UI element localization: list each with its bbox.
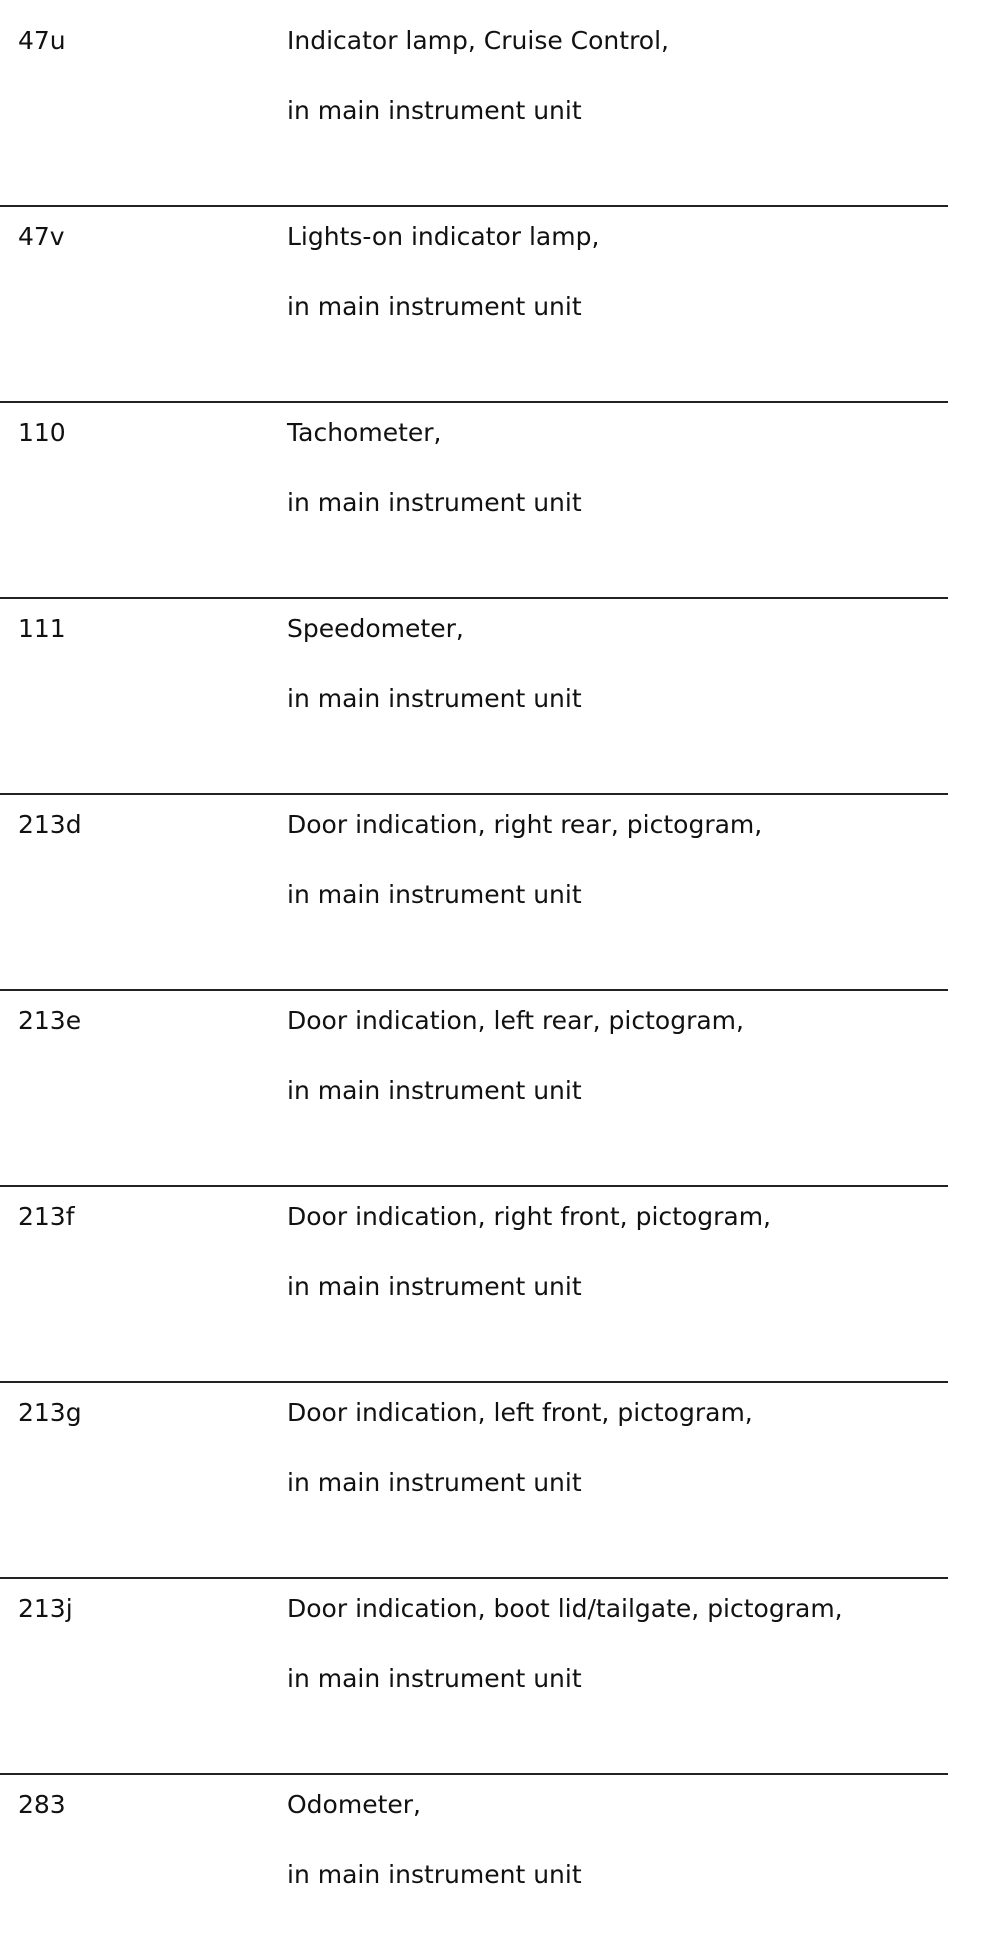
component-code: 213g: [18, 1398, 82, 1427]
component-location: in main instrument unit: [287, 684, 582, 713]
component-location: in main instrument unit: [287, 1860, 582, 1889]
component-description: Door indication, left rear, pictogram,: [287, 1006, 744, 1035]
legend-row: [0, 1372, 992, 1568]
legend-row: [0, 196, 992, 392]
legend-row: [0, 784, 992, 980]
component-location: in main instrument unit: [287, 1272, 582, 1301]
component-code: 213d: [18, 810, 82, 839]
component-location: in main instrument unit: [287, 96, 582, 125]
component-description: Door indication, left front, pictogram,: [287, 1398, 753, 1427]
component-description: Door indication, right front, pictogram,: [287, 1202, 771, 1231]
component-description: Door indication, right rear, pictogram,: [287, 810, 763, 839]
component-description: Indicator lamp, Cruise Control,: [287, 26, 669, 55]
component-code: 47u: [18, 26, 66, 55]
component-code: 283: [18, 1790, 66, 1819]
component-location: in main instrument unit: [287, 880, 582, 909]
legend-row: [0, 0, 992, 196]
component-location: in main instrument unit: [287, 488, 582, 517]
component-location: in main instrument unit: [287, 292, 582, 321]
component-code: 213f: [18, 1202, 75, 1231]
component-description: Speedometer,: [287, 614, 464, 643]
component-location: in main instrument unit: [287, 1076, 582, 1105]
component-description: Lights-on indicator lamp,: [287, 222, 600, 251]
component-code: 111: [18, 614, 66, 643]
component-location: in main instrument unit: [287, 1468, 582, 1497]
legend-row: [0, 1176, 992, 1372]
component-code: 213e: [18, 1006, 82, 1035]
legend-row: [0, 1764, 992, 1960]
legend-row: [0, 392, 992, 588]
legend-row: [0, 588, 992, 784]
legend-row: [0, 980, 992, 1176]
component-description: Door indication, boot lid/tailgate, pictogram,: [287, 1594, 843, 1623]
component-code: 110: [18, 418, 66, 447]
component-description: Tachometer,: [287, 418, 442, 447]
legend-row: [0, 1568, 992, 1764]
component-location: in main instrument unit: [287, 1664, 582, 1693]
component-description: Odometer,: [287, 1790, 421, 1819]
component-code: 47v: [18, 222, 65, 251]
component-code: 213j: [18, 1594, 73, 1623]
